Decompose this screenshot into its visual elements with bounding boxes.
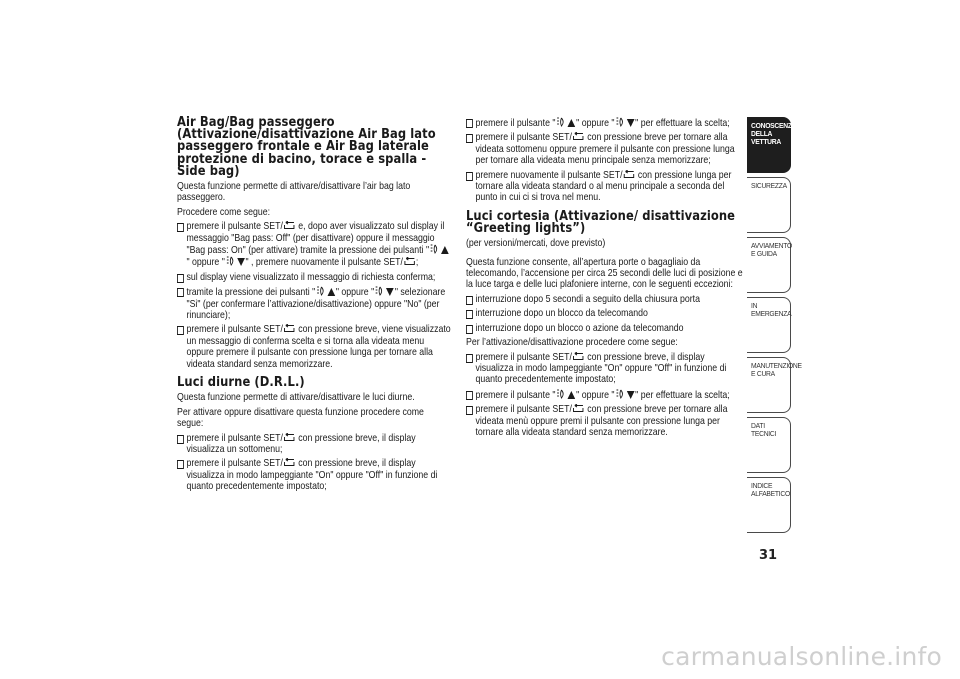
triangle-up-icon	[568, 119, 576, 127]
triangle-down-icon	[627, 119, 635, 127]
right-column	[466, 117, 743, 441]
tab-sicurezza[interactable]: SICUREZZA	[747, 177, 791, 233]
return-arrow-icon	[573, 132, 584, 141]
greeting-step-3: premere il pulsante SET/ con pressione breve per tornare alla videata menù oppure premi il pulsante con pressione lunga per tornare alla videata standard senza memorizzare.	[466, 404, 743, 438]
tab-in-emergenza[interactable]: IN EMERGENZA	[747, 297, 791, 353]
drl-step-4: premere il pulsante SET/ con pressione breve per tornare alla videata sottomenu oppure premere il pulsante con pressione lunga per tornare alla videata menu principale senza memorizzare;	[466, 132, 743, 166]
light-icon	[556, 389, 565, 399]
greeting-exception-1: interruzione dopo 5 secondi a seguito della chiusura porta	[466, 294, 743, 305]
airbag-heading: Air Bag/Bag passeggero (Attivazione/disattivazione Air Bag lato passeggero frontale e Air Bag laterale protezione di bacino, torace e spalla - Side bag)	[177, 115, 436, 179]
greeting-procedure: Per l’attivazione/disattivazione procedere come segue:	[466, 337, 678, 349]
drl-step-5: premere nuovamente il pulsante SET/ con pressione lunga per tornare alla videata standard o al menu principale a seconda del punto in cui ci si trova nel menu.	[466, 170, 743, 204]
return-arrow-icon	[623, 170, 634, 179]
return-arrow-icon	[404, 257, 415, 266]
tab-indice-alfabetico[interactable]: INDICE ALFABETICO	[747, 477, 791, 533]
greeting-subtitle: (per versioni/mercati, dove previsto)	[466, 238, 606, 250]
drl-intro: Questa funzione permette di attivare/disattivare le luci diurne.	[177, 392, 415, 404]
airbag-step-3: tramite la pressione dei pulsanti " " oppure " " selezionare "Si" (per confermare l’attivazione/disattivazione) oppure "No" (per rinunciare);	[177, 286, 452, 321]
triangle-up-icon	[441, 246, 449, 254]
return-arrow-icon	[573, 404, 584, 413]
light-icon	[615, 117, 624, 127]
light-icon	[615, 389, 624, 399]
tab-dati-tecnici[interactable]: DATI TECNICI	[747, 417, 791, 473]
return-arrow-icon	[284, 221, 295, 230]
greeting-exception-3: interruzione dopo un blocco o azione da telecomando	[466, 323, 743, 334]
airbag-step-2: sul display viene visualizzato il messaggio di richiesta conferma;	[177, 272, 452, 283]
triangle-down-icon	[627, 391, 635, 399]
triangle-down-icon	[237, 258, 245, 266]
light-icon	[430, 244, 439, 254]
greeting-step-2: premere il pulsante " " oppure " " per effettuare la scelta;	[466, 389, 743, 401]
return-arrow-icon	[284, 458, 295, 467]
greeting-intro: Questa funzione consente, all’apertura porte o bagagliaio da telecomando, l’accensione per circa 25 secondi delle luci di posizione e la luce targa e delle luci plafoniere interne, con le seguenti eccezioni:	[466, 256, 743, 291]
greeting-step-1: premere il pulsante SET/ con pressione breve, il display visualizza in modo lampeggiante "On" oppure "Off" in funzione di quanto precedentemente impostato;	[466, 352, 743, 386]
chapter-tabs	[747, 117, 802, 537]
drl-procedure: Per attivare oppure disattivare questa funzione procedere come segue:	[177, 406, 424, 430]
airbag-intro: Questa funzione permette di attivare/disattivare l’air bag lato passeggero.	[177, 181, 411, 204]
drl-heading: Luci diurne (D.R.L.)	[177, 375, 305, 391]
light-icon	[316, 286, 325, 296]
return-arrow-icon	[573, 352, 584, 361]
airbag-step-4: premere il pulsante SET/ con pressione breve, viene visualizzato un messaggio di conferma scelta e si torna alla videata menu oppure premere il pulsante con pressione lunga per tornare alla videata standard senza memorizzare.	[177, 324, 452, 370]
airbag-procedure: Procedere come segue:	[177, 206, 271, 218]
return-arrow-icon	[284, 433, 295, 442]
greeting-exception-2: interruzione dopo un blocco da telecomando	[466, 308, 743, 319]
tab-avviamento-e-guida[interactable]: AVVIAMENTO E GUIDA	[747, 237, 791, 293]
drl-step-1: premere il pulsante SET/ con pressione breve, il display visualizza un sottomenu;	[177, 433, 452, 456]
tab-manutenzione-e-cura[interactable]: MANUTENZIONE E CURA	[747, 357, 791, 413]
greeting-heading: Luci cortesia (Attivazione/ disattivazione “Greeting lights”)	[466, 208, 736, 237]
left-column	[177, 117, 452, 496]
triangle-up-icon	[568, 391, 576, 399]
drl-step-2: premere il pulsante SET/ con pressione breve, il display visualizza in modo lampeggiante "On" oppure "Off" in funzione di quanto precedentemente impostato;	[177, 458, 452, 492]
light-icon	[556, 117, 565, 127]
tab-conoscenza-della-vettura[interactable]: CONOSCENZA DELLA VETTURA	[747, 117, 791, 173]
triangle-up-icon	[327, 288, 335, 296]
light-icon	[226, 256, 235, 266]
watermark: carmanualsonline.info	[661, 642, 942, 671]
airbag-step-1: premere il pulsante SET/ e, dopo aver visualizzato sul display il messaggio "Bag pass: Off" (per disattivare) oppure il messaggio "Bag pass: On" (per attivare) tramite la pressione dei pulsanti "" oppure " " , premere nuovamente il pulsante SET/ ;	[177, 221, 452, 269]
return-arrow-icon	[284, 324, 295, 333]
light-icon	[375, 286, 384, 296]
drl-step-3: premere il pulsante " " oppure " " per effettuare la scelta;	[466, 117, 743, 129]
page-number: 31	[759, 548, 778, 563]
triangle-down-icon	[386, 288, 394, 296]
